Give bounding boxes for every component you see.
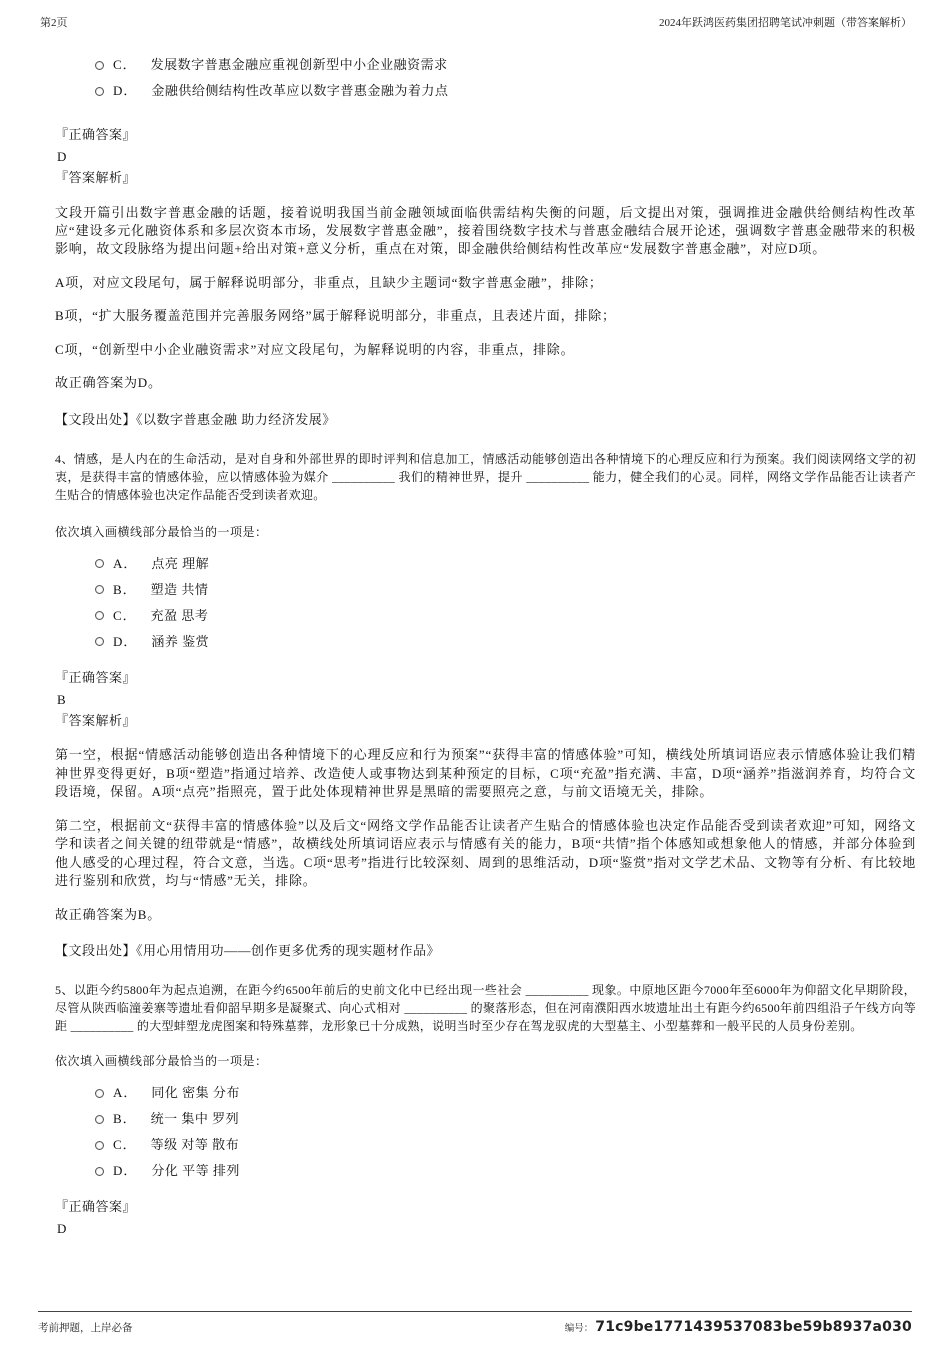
option-label: B．	[113, 1110, 137, 1126]
option-label: D．	[113, 633, 138, 649]
radio-icon[interactable]	[95, 1141, 104, 1150]
q5-option-d[interactable]	[95, 1158, 916, 1184]
radio-icon[interactable]	[95, 585, 104, 594]
option-text: 涵养 鉴赏	[151, 633, 210, 649]
q4-answer-header: 『正确答案』	[55, 669, 137, 685]
q3-option-d[interactable]	[95, 78, 916, 104]
option-text: 分化 平等 排列	[151, 1162, 240, 1178]
radio-icon[interactable]	[95, 87, 104, 96]
page-header	[0, 0, 950, 30]
q3-analysis-paragraph: A项，对应文段尾句，属于解释说明部分，非重点，且缺少主题词“数字普惠金融”，排除；	[55, 274, 603, 290]
q4-analysis-header: 『答案解析』	[55, 712, 137, 728]
q5-option-a[interactable]	[95, 1080, 916, 1106]
footer-code-wrap	[565, 1319, 912, 1335]
q5-answer-header: 『正确答案』	[55, 1199, 137, 1215]
option-label: A．	[113, 555, 138, 571]
q4-answer-value: B	[57, 691, 66, 707]
option-label: B．	[113, 581, 137, 597]
q3-option-c[interactable]	[95, 52, 916, 78]
page-number: 第2页	[40, 17, 68, 29]
q5-answer-value: D	[57, 1221, 67, 1237]
document-title: 2024年跃鸿医药集团招聘笔试冲刺题（带答案解析）	[659, 17, 912, 29]
document-body	[0, 30, 950, 1239]
q4-option-c[interactable]	[95, 603, 916, 629]
q4-options	[95, 551, 916, 655]
q4-option-d[interactable]	[95, 629, 916, 655]
option-text: 充盈 思考	[150, 607, 209, 623]
q3-source: 【文段出处】《以数字普惠金融 助力经济发展》	[55, 411, 336, 427]
option-label: C．	[113, 607, 137, 623]
q5-options	[95, 1080, 916, 1184]
q4-analysis-paragraph: 第二空，根据前文“获得丰富的情感体验”以及后文“网络文学作品能否让读者产生贴合的情感体验也决定作品能否受到读者欢迎”可知，网络文学和读者之间关键的纽带就是“情感”，故横线处所填词语应表示与情感有关的能力，B项“共情”指个体感知或想象他人的情感，并部分体验到他人感受的心理过程，符合文意，当选。C项“思考”指进行比较深刻、周到的思维活动，D项“鉴赏”指对文学艺术品、文物等有分析、有比较地进行鉴别和欣赏，均与“情感”无关，排除。	[55, 817, 916, 889]
option-text: 金融供给侧结构性改革应以数字普惠金融为着力点	[151, 82, 449, 98]
q3-options	[95, 52, 916, 104]
q4-source: 【文段出处】《用心用情用功——创作更多优秀的现实题材作品》	[55, 943, 441, 959]
q3-analysis-conclusion: 故正确答案为D。	[55, 375, 162, 391]
q3-analysis-paragraph: B项，“扩大服务覆盖范围并完善服务网络”属于解释说明部分，非重点，且表述片面，排除；	[55, 308, 616, 324]
footer-slogan: 考前押题，上岸必备	[38, 1323, 133, 1334]
q3-answer-value: D	[57, 148, 67, 164]
option-text: 点亮 理解	[151, 555, 210, 571]
q4-instruction: 依次填入画横线部分最恰当的一项是：	[55, 524, 268, 539]
q5-instruction: 依次填入画横线部分最恰当的一项是：	[55, 1053, 268, 1068]
q5-stem: 5、以距今约5800年为起点追溯，在距今约6500年前后的史前文化中已经出现一些社会 __________ 现象。中原地区距今7000年至6000年为仰韶文化早期阶段，尽管从陕西临潼姜寨等遗址看仰韶早期多是凝聚式、向心式相对 __________ 的聚落形态，但在河南濮阳西水坡遗址出土有距今约6500年前四组沿子午线方向等距 __________ 的大型蚌塑龙虎图案和特殊墓葬，龙形象已十分成熟，说明当时至少存在驾龙驭虎的大型墓主、小型墓葬和一般平民的人员身份差别。	[55, 982, 916, 1033]
option-text: 统一 集中 罗列	[150, 1110, 240, 1126]
q3-analysis-paragraph: C项，“创新型中小企业融资需求”对应文段尾句，为解释说明的内容，非重点，排除。	[55, 341, 575, 357]
option-text: 发展数字普惠金融应重视创新型中小企业融资需求	[150, 56, 448, 72]
q3-answer-header: 『正确答案』	[55, 127, 137, 142]
option-label: C．	[113, 56, 137, 72]
q4-option-b[interactable]	[95, 577, 916, 603]
q5-option-b[interactable]	[95, 1106, 916, 1132]
q4-analysis-conclusion: 故正确答案为B。	[55, 906, 162, 922]
document-code: 71c9be1771439537083be59b8937a030	[595, 1319, 912, 1335]
q4-stem: 4、情感，是人内在的生命活动，是对自身和外部世界的即时评判和信息加工，情感活动能够创造出各种情境下的心理反应和行为预案。我们阅读网络文学的初衷，是获得丰富的情感体验，应以情感体验为媒介 __________ 我们的精神世界，提升 __________ 能力，健全我们的心灵。同样，网络文学作品能否让读者产生贴合的情感体验也决定作品能否受到读者欢迎。	[55, 451, 916, 502]
q3-analysis-header: 『答案解析』	[55, 169, 137, 185]
code-label: 编号：	[564, 1324, 594, 1334]
page-footer	[38, 1311, 912, 1335]
q3-analysis-paragraph: 文段开篇引出数字普惠金融的话题，接着说明我国当前金融领域面临供需结构失衡的问题，后文提出对策，强调推进金融供给侧结构性改革应“建设多元化融资体系和多层次资本市场，发展数字普惠金融”，接着围绕数字技术与普惠金融结合展开论述，强调数字普惠金融带来的积极影响，故文段脉络为提出问题+给出对策+意义分析，重点在对策，即金融供给侧结构性改革应“发展数字普惠金融”，对应D项。	[55, 204, 916, 257]
option-label: D．	[113, 82, 138, 98]
option-text: 等级 对等 散布	[150, 1136, 240, 1152]
radio-icon[interactable]	[95, 61, 104, 70]
radio-icon[interactable]	[95, 611, 104, 620]
option-text: 塑造 共情	[150, 581, 209, 597]
radio-icon[interactable]	[95, 1089, 104, 1098]
q4-analysis-paragraph: 第一空，根据“情感活动能够创造出各种情境下的心理反应和行为预案”“获得丰富的情感体验”可知，横线处所填词语应表示情感体验让我们精神世界变得更好，B项“塑造”指通过培养、改造使人或事物达到某种预定的目标，C项“充盈”指充满、丰富，D项“涵养”指滋润养育，均符合文段语境，保留。A项“点亮”指照亮，置于此处体现精神世界是黑暗的需要照亮之意，与前文语境无关，排除。	[55, 747, 916, 800]
option-label: D．	[113, 1162, 138, 1178]
q5-option-c[interactable]	[95, 1132, 916, 1158]
radio-icon[interactable]	[95, 559, 104, 568]
radio-icon[interactable]	[95, 1115, 104, 1124]
q4-option-a[interactable]	[95, 551, 916, 577]
option-label: C．	[113, 1136, 137, 1152]
radio-icon[interactable]	[95, 637, 104, 646]
radio-icon[interactable]	[95, 1167, 104, 1176]
option-text: 同化 密集 分布	[151, 1084, 240, 1100]
option-label: A．	[113, 1084, 138, 1100]
